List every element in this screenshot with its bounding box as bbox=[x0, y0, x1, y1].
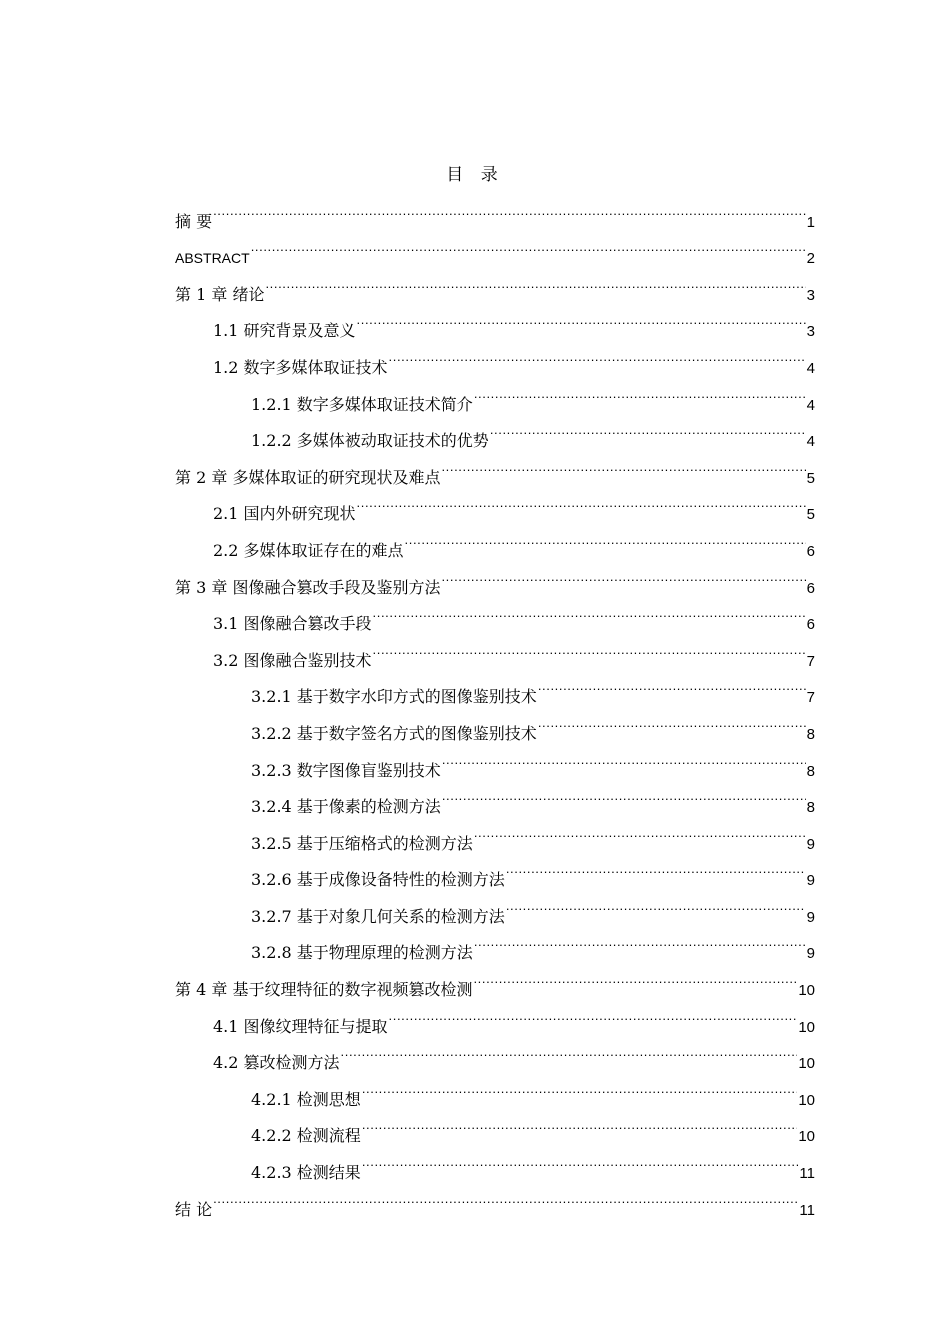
toc-entry[interactable] bbox=[175, 190, 815, 231]
toc-dot-leader bbox=[251, 227, 806, 264]
toc-page-number: 4 bbox=[806, 359, 815, 377]
toc-page-number: 7 bbox=[806, 652, 815, 670]
toc-dot-leader bbox=[506, 849, 806, 886]
toc-page-number: 6 bbox=[806, 542, 815, 560]
toc-page-number: 6 bbox=[806, 616, 815, 634]
toc-entry-title: 3.2 图像融合鉴别技术 bbox=[213, 650, 372, 670]
toc-page-number: 8 bbox=[806, 799, 815, 817]
toc-entry-title: 4.2 篡改检测方法 bbox=[213, 1053, 340, 1073]
toc-page-number: 10 bbox=[798, 1018, 815, 1036]
toc-page-number: 2 bbox=[806, 250, 815, 268]
toc-dot-leader bbox=[341, 1032, 798, 1069]
toc-entry-title: 3.2.8 基于物理原理的检测方法 bbox=[251, 943, 473, 963]
toc-entry-title: 第 2 章 多媒体取证的研究现状及难点 bbox=[175, 467, 441, 487]
toc-page-number: 10 bbox=[798, 1128, 815, 1146]
toc-dot-leader bbox=[373, 593, 806, 630]
toc-dot-leader bbox=[373, 629, 806, 666]
toc-entry-title: 3.2.7 基于对象几何关系的检测方法 bbox=[251, 906, 505, 926]
toc-entry[interactable] bbox=[175, 227, 815, 268]
toc-dot-leader bbox=[441, 446, 805, 483]
toc-page-number: 8 bbox=[806, 762, 815, 780]
toc-dot-leader bbox=[213, 190, 806, 227]
toc-entry-title: 1.1 研究背景及意义 bbox=[213, 321, 356, 341]
toc-entry[interactable] bbox=[175, 300, 815, 341]
toc-dot-leader bbox=[442, 739, 806, 776]
toc-page-number: 10 bbox=[798, 1055, 815, 1073]
toc-dot-leader bbox=[474, 922, 806, 959]
toc-dot-leader bbox=[362, 1068, 798, 1105]
toc-dot-leader bbox=[362, 1105, 798, 1142]
toc-dot-leader bbox=[506, 885, 806, 922]
toc-page-number: 7 bbox=[806, 689, 815, 707]
toc-page-number: 10 bbox=[798, 1091, 815, 1109]
toc-page-number: 8 bbox=[806, 725, 815, 743]
toc-entry-title: 第 3 章 图像融合篡改手段及鉴别方法 bbox=[175, 577, 441, 597]
toc-dot-leader bbox=[389, 336, 806, 373]
toc-page-number: 6 bbox=[806, 579, 815, 597]
toc-page-number: 3 bbox=[806, 286, 815, 304]
toc-dot-leader bbox=[265, 263, 805, 300]
toc-entry-title: 4.2.1 检测思想 bbox=[251, 1089, 361, 1109]
toc-page-number: 5 bbox=[806, 469, 815, 487]
toc-page-number: 1 bbox=[806, 213, 815, 231]
toc-page-number: 11 bbox=[799, 1201, 815, 1219]
toc-dot-leader bbox=[357, 300, 806, 337]
toc-entry-title: 第 4 章 基于纹理特征的数字视频篡改检测 bbox=[175, 980, 473, 1000]
toc-entry[interactable] bbox=[175, 1178, 815, 1219]
toc-entry-title: 3.2.5 基于压缩格式的检测方法 bbox=[251, 833, 473, 853]
toc-dot-leader bbox=[362, 1141, 799, 1178]
toc-dot-leader bbox=[474, 373, 806, 410]
toc-page-number: 5 bbox=[806, 506, 815, 524]
toc-list bbox=[175, 190, 815, 1219]
toc-entry-title: 4.2.3 检测结果 bbox=[251, 1163, 361, 1183]
toc-entry-title: 3.2.2 基于数字签名方式的图像鉴别技术 bbox=[251, 723, 537, 743]
toc-entry-title: 2.2 多媒体取证存在的难点 bbox=[213, 540, 404, 560]
toc-page-number: 9 bbox=[806, 835, 815, 853]
toc-dot-leader bbox=[474, 812, 806, 849]
toc-page-number: 3 bbox=[806, 323, 815, 341]
toc-entry-title: 3.2.1 基于数字水印方式的图像鉴别技术 bbox=[251, 687, 537, 707]
toc-dot-leader bbox=[538, 702, 806, 739]
toc-dot-leader bbox=[389, 995, 798, 1032]
toc-dot-leader bbox=[441, 556, 805, 593]
toc-dot-leader bbox=[442, 776, 806, 813]
toc-dot-leader bbox=[473, 958, 797, 995]
toc-dot-leader bbox=[357, 483, 806, 520]
toc-title: 目 录 bbox=[446, 165, 504, 185]
toc-page-number: 10 bbox=[798, 982, 815, 1000]
toc-entry-title: 摘 要 bbox=[175, 211, 213, 231]
toc-entry-title: 4.1 图像纹理特征与提取 bbox=[213, 1016, 388, 1036]
toc-entry-title: ABSTRACT bbox=[175, 250, 250, 267]
toc-entry-title: 2.1 国内外研究现状 bbox=[213, 504, 356, 524]
toc-entry[interactable] bbox=[175, 263, 815, 304]
toc-entry-title: 1.2 数字多媒体取证技术 bbox=[213, 357, 388, 377]
toc-entry-title: 第 1 章 绪论 bbox=[175, 284, 265, 304]
toc-entry-title: 4.2.2 检测流程 bbox=[251, 1126, 361, 1146]
toc-page-number: 4 bbox=[806, 433, 815, 451]
toc-page-number: 4 bbox=[806, 396, 815, 414]
toc-entry-title: 结 论 bbox=[175, 1199, 213, 1219]
toc-dot-leader bbox=[405, 519, 806, 556]
toc-page-number: 9 bbox=[806, 872, 815, 890]
toc-entry-title: 3.1 图像融合篡改手段 bbox=[213, 614, 372, 634]
toc-entry-title: 1.2.2 多媒体被动取证技术的优势 bbox=[251, 431, 489, 451]
toc-dot-leader bbox=[213, 1178, 798, 1215]
toc-page-number: 9 bbox=[806, 945, 815, 963]
toc-entry-title: 3.2.3 数字图像盲鉴别技术 bbox=[251, 760, 441, 780]
toc-page-number: 11 bbox=[799, 1165, 815, 1183]
toc-dot-leader bbox=[538, 666, 806, 703]
toc-dot-leader bbox=[490, 410, 806, 447]
toc-page-number: 9 bbox=[806, 908, 815, 926]
toc-entry-title: 3.2.6 基于成像设备特性的检测方法 bbox=[251, 870, 505, 890]
toc-entry-title: 1.2.1 数字多媒体取证技术简介 bbox=[251, 394, 473, 414]
toc-entry-title: 3.2.4 基于像素的检测方法 bbox=[251, 797, 441, 817]
